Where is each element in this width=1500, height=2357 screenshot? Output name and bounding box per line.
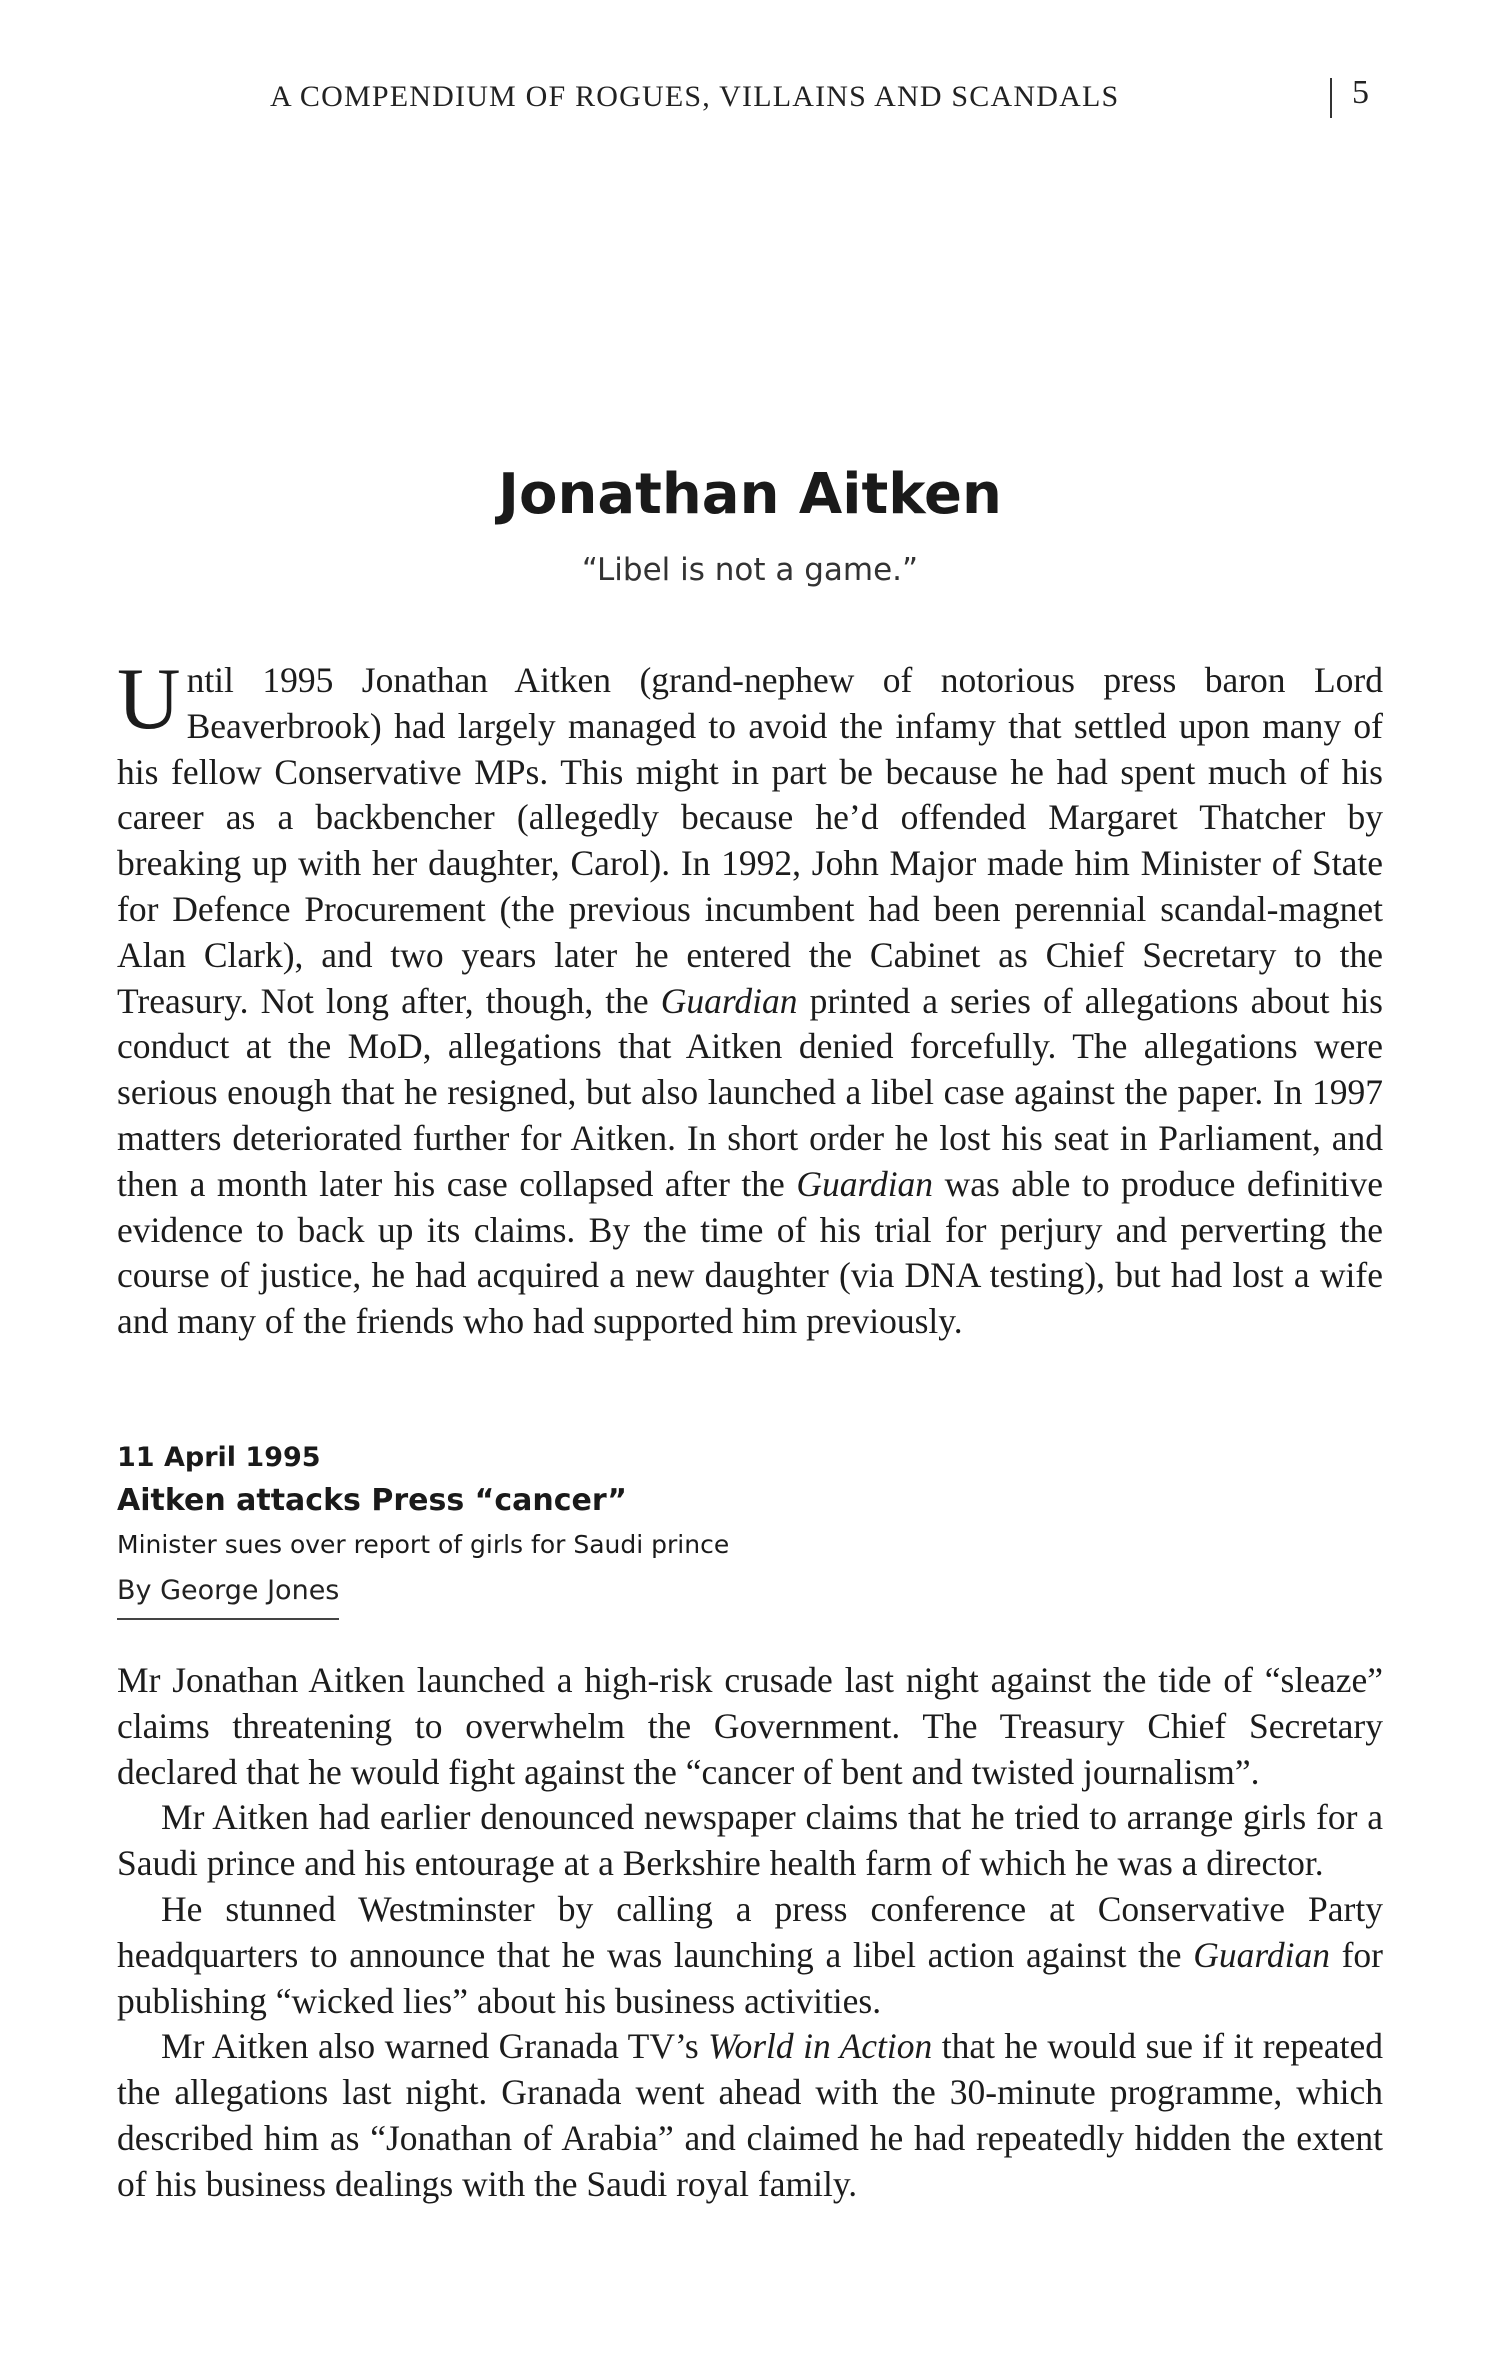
article-subhead: Minister sues over report of girls for Saudi prince — [117, 1530, 730, 1559]
article-byline: By George Jones — [117, 1575, 340, 1606]
article-body — [117, 1658, 1383, 2208]
running-title: A COMPENDIUM OF ROGUES, VILLAINS AND SCANDALS — [270, 80, 1120, 113]
page-number: 5 — [1352, 74, 1369, 111]
article-paragraph-4-text-2: that he would sue if it repeated the allegations last night. Granada went ahead with the 30-minute programme, which described him as “Jonathan of Arabia” and claimed he had repeatedly hidden the extent of his business dealings with the Saudi royal family. — [117, 2026, 1384, 2204]
article-header — [117, 1438, 729, 1620]
article-paragraph-4-programme: World in Action — [708, 2026, 933, 2067]
article-paragraph-4 — [117, 2024, 1383, 2207]
intro-text-1: ntil 1995 Jonathan Aitken (grand-nephew of notorious press baron Lord Beaverbrook) had largely managed to avoid the infamy that settled upon many of his fellow Conservative MPs. This might in part be because he had spent much of his career as a backbencher (allegedly because he’d offended Margaret Thatcher by breaking up with her daughter, Carol). In 1992, John Major made him Minister of State for Defence Procurement (the previous incumbent had been perennial scandal-magnet Alan Clark), and two years later he entered the Cabinet as Chief Secretary to the Treasury. Not long after, though, the — [117, 660, 1383, 1021]
chapter-epigraph: “Libel is not a game.” — [581, 552, 919, 588]
article-headline: Aitken attacks Press “cancer” — [117, 1483, 627, 1518]
page-number-divider — [1330, 78, 1332, 118]
byline-divider — [117, 1618, 339, 1620]
intro-publication-1: Guardian — [660, 980, 798, 1021]
article-paragraph-3 — [117, 1887, 1383, 2024]
article-paragraph-3-publication: Guardian — [1193, 1934, 1330, 1975]
intro-text-3: was able to produce definitive evidence to back up its claims. By the time of his trial for perjury and perverting the course of justice, he had acquired a new daughter (via DNA testing), but had lost a wife and many of the friends who had supported him previously. — [117, 1163, 1383, 1342]
article-date: 11 April 1995 — [117, 1442, 321, 1473]
intro-publication-2: Guardian — [796, 1163, 934, 1204]
intro-text-2: printed a series of allegations about his conduct at the MoD, allegations that Aitken denied forcefully. The allegations were serious enough that he resigned, but also launched a libel case against the paper. In 1997 matters deteriorated further for Aitken. In short order he lost his seat in Parliament, and then a month later his case collapsed after the — [117, 980, 1383, 1204]
article-paragraph-3-text-2: for publishing “wicked lies” about his business activities. — [117, 1934, 1383, 2021]
article-paragraph-2: Mr Aitken had earlier denounced newspaper claims that he tried to arrange girls for a Saudi prince and his entourage at a Berkshire health farm of which he was a director. — [117, 1797, 1383, 1884]
intro-paragraph — [117, 651, 1383, 1345]
article-paragraph-3-text-1: He stunned Westminster by calling a press conference at Conservative Party headquarters to announce that he was launching a libel action against the — [117, 1888, 1383, 1975]
article-paragraph-1: Mr Jonathan Aitken launched a high-risk crusade last night against the tide of “sleaze” claims threatening to overwhelm the Government. The Treasury Chief Secretary declared that he would fight against the “cancer of bent and twisted journalism”. — [117, 1660, 1383, 1792]
article-paragraph-4-text-1: Mr Aitken also warned Granada TV’s — [161, 2026, 709, 2067]
chapter-title: Jonathan Aitken — [498, 462, 1002, 527]
drop-cap: U — [117, 651, 181, 748]
